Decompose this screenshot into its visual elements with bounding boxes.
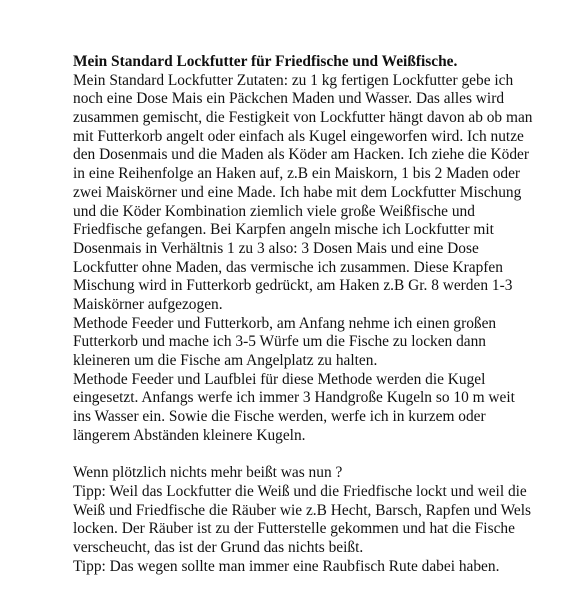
text-line: Dosenmais in Verhältnis 1 zu 3 also: 3 Dosen Mais und eine Dose xyxy=(73,239,479,257)
text-line: kleineren um die Fische am Angelplatz zu halten. xyxy=(73,352,378,369)
text-line: Tipp: Weil das Lockfutter die Weiß und die Friedfische lockt und weil die xyxy=(73,482,527,500)
text-line: Friedfische gefangen. Bei Karpfen angeln mische ich Lockfutter mit xyxy=(73,221,494,239)
paragraph-tips xyxy=(73,464,583,576)
text-line: Lockfutter ohne Maden, das vermische ich zusammen. Diese Krapfen xyxy=(73,258,503,276)
document-title: Mein Standard Lockfutter für Friedfische und Weißfische. xyxy=(73,53,458,70)
document-text xyxy=(73,53,583,576)
paragraph-spacer xyxy=(73,445,583,464)
text-line: Weiß und Friedfische die Räuber wie z.B Hecht, Barsch, Rapfen und Wels xyxy=(73,501,531,519)
text-line: locken. Der Räuber ist zu der Futterstelle gekommen und hat die Fische xyxy=(73,520,515,538)
text-line: Futterkorb und mache ich 3-5 Würfe um die Fische zu locken dann xyxy=(73,333,487,351)
text-line: Methode Feeder und Laufblei für diese Methode werden die Kugel xyxy=(73,370,486,388)
text-line: den Dosenmais und die Maden als Köder am Hacken. Ich ziehe die Köder xyxy=(73,146,530,164)
text-line: zwei Maiskörner und eine Made. Ich habe mit dem Lockfutter Mischung xyxy=(73,183,522,201)
text-line: zusammen gemischt, die Festigkeit von Lockfutter hängt davon ab ob man xyxy=(73,109,533,127)
text-line: Mein Standard Lockfutter Zutaten: zu 1 kg fertigen Lockfutter gebe ich xyxy=(73,71,514,89)
text-line: und die Köder Kombination ziemlich viele große Weißfische und xyxy=(73,202,475,220)
text-line: Wenn plötzlich nichts mehr beißt was nun ? xyxy=(73,464,343,482)
text-line: noch eine Dose Mais ein Päckchen Maden und Wasser. Das alles wird xyxy=(73,90,505,108)
text-line: verscheucht, das ist der Grund das nichts beißt. xyxy=(73,538,364,556)
paragraph-lockfutter-recipe xyxy=(73,72,583,446)
text-line: längerem Abständen kleinere Kugeln. xyxy=(73,426,306,444)
text-line: Mischung wird in Futterkorb gedrückt, am Haken z.B Gr. 8 werden 1-3 xyxy=(73,277,513,295)
text-line: eingesetzt. Anfangs werfe ich immer 3 Handgroße Kugeln so 10 m weit xyxy=(73,389,515,407)
text-line: Tipp: Das wegen sollte man immer eine Raubfisch Rute dabei haben. xyxy=(73,557,500,575)
text-line: ins Wasser ein. Sowie die Fische werden, werfe ich in kurzem oder xyxy=(73,408,486,426)
text-line: Methode Feeder und Futterkorb, am Anfang nehme ich einen großen xyxy=(73,314,497,332)
text-line: Maiskörner aufgezogen. xyxy=(73,295,223,313)
text-line: mit Futterkorb angelt oder einfach als Kugel eingeworfen wird. Ich nutze xyxy=(73,127,524,145)
text-line: in eine Reihenfolge an Haken auf, z.B ein Maiskorn, 1 bis 2 Maden oder xyxy=(73,165,521,183)
